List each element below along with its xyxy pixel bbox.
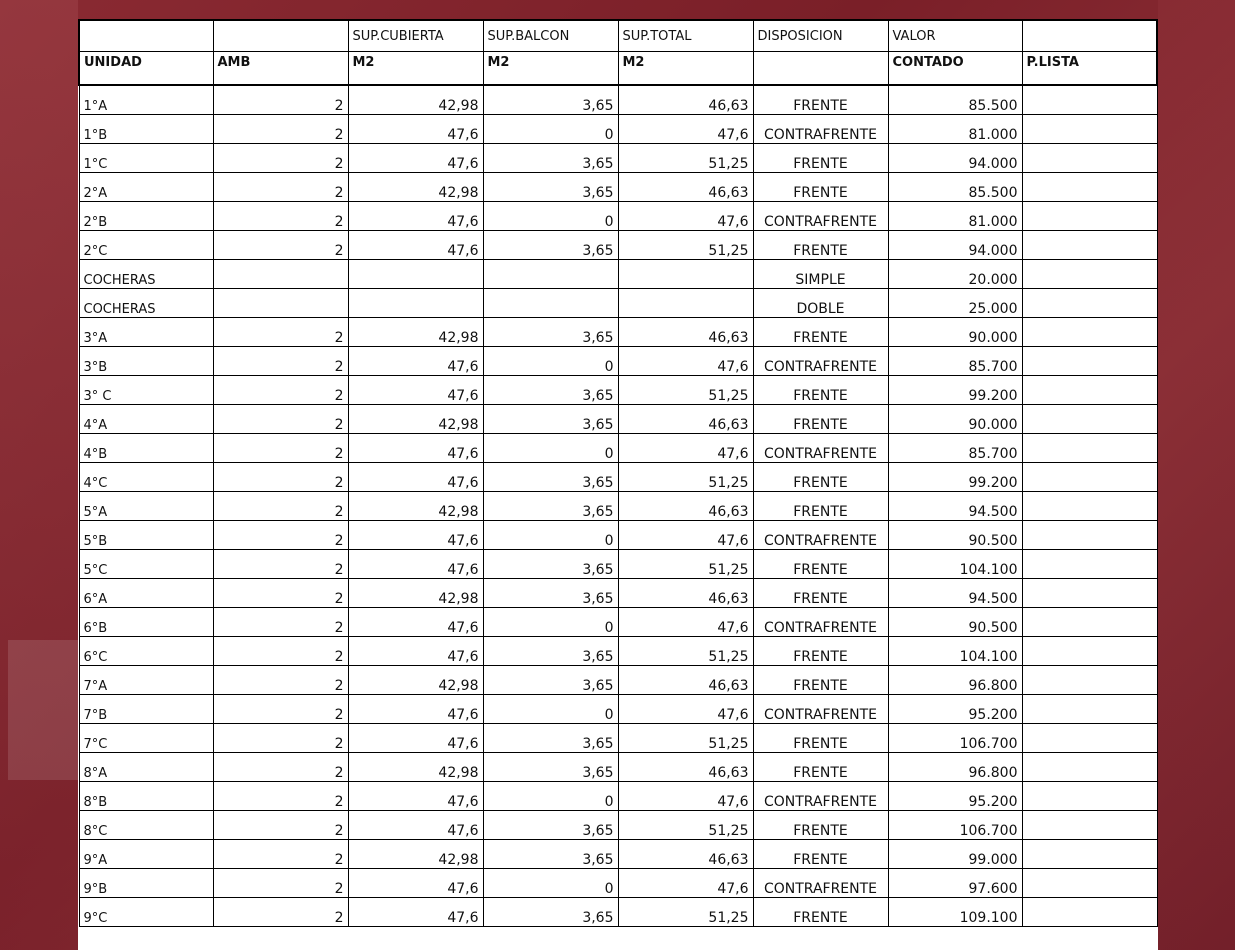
cell-amb: 2 (213, 492, 348, 521)
cell-unidad: COCHERAS (79, 289, 213, 318)
cell-sup-balcon: 0 (483, 782, 618, 811)
cell-sup-total: 46,63 (618, 173, 753, 202)
cell-contado: 96.800 (888, 666, 1022, 695)
cell-sup-total: 46,63 (618, 85, 753, 115)
table-row (79, 695, 1157, 724)
cell-amb: 2 (213, 202, 348, 231)
cell-unidad: 7°C (79, 724, 213, 753)
cell-unidad: 9°A (79, 840, 213, 869)
cell-disposicion: CONTRAFRENTE (753, 782, 888, 811)
cell-sup-cubierta (348, 260, 483, 289)
cell-sup-total: 47,6 (618, 434, 753, 463)
cell-sup-total: 51,25 (618, 376, 753, 405)
cell-disposicion: FRENTE (753, 144, 888, 173)
cell-unidad: 7°A (79, 666, 213, 695)
cell-contado: 97.600 (888, 869, 1022, 898)
cell-disposicion: FRENTE (753, 637, 888, 666)
cell-unidad: 3°A (79, 318, 213, 347)
cell-p-lista (1022, 550, 1157, 579)
cell-p-lista (1022, 782, 1157, 811)
cell-sup-cubierta: 47,6 (348, 637, 483, 666)
cell-p-lista (1022, 869, 1157, 898)
cell-contado: 85.700 (888, 434, 1022, 463)
cell-sup-cubierta: 47,6 (348, 869, 483, 898)
cell-unidad: 8°B (79, 782, 213, 811)
table-row (79, 231, 1157, 260)
cell-sup-total: 47,6 (618, 782, 753, 811)
cell-sup-balcon: 3,65 (483, 376, 618, 405)
cell-amb: 2 (213, 347, 348, 376)
cell-sup-balcon: 3,65 (483, 173, 618, 202)
cell-sup-cubierta: 42,98 (348, 666, 483, 695)
cell-contado: 90.500 (888, 521, 1022, 550)
table-row (79, 173, 1157, 202)
price-list-sheet (78, 19, 1158, 950)
cell-amb: 2 (213, 637, 348, 666)
cell-amb: 2 (213, 840, 348, 869)
background-building-left (0, 0, 78, 950)
cell-sup-total: 46,63 (618, 405, 753, 434)
cell-amb: 2 (213, 405, 348, 434)
cell-disposicion: FRENTE (753, 753, 888, 782)
cell-amb: 2 (213, 666, 348, 695)
table-row (79, 289, 1157, 318)
cell-contado: 94.500 (888, 492, 1022, 521)
cell-sup-cubierta: 47,6 (348, 898, 483, 927)
cell-amb: 2 (213, 521, 348, 550)
cell-sup-balcon: 0 (483, 521, 618, 550)
cell-disposicion: CONTRAFRENTE (753, 869, 888, 898)
cell-sup-total: 46,63 (618, 753, 753, 782)
cell-disposicion: CONTRAFRENTE (753, 521, 888, 550)
cell-sup-balcon: 3,65 (483, 579, 618, 608)
cell-contado: 90.500 (888, 608, 1022, 637)
cell-amb (213, 289, 348, 318)
cell-unidad: 2°B (79, 202, 213, 231)
cell-sup-total: 47,6 (618, 521, 753, 550)
cell-p-lista (1022, 753, 1157, 782)
cell-amb: 2 (213, 608, 348, 637)
cell-unidad: 8°A (79, 753, 213, 782)
cell-contado: 109.100 (888, 898, 1022, 927)
cell-sup-total: 47,6 (618, 869, 753, 898)
cell-p-lista (1022, 289, 1157, 318)
cell-amb: 2 (213, 173, 348, 202)
cell-disposicion: FRENTE (753, 666, 888, 695)
cell-disposicion: FRENTE (753, 231, 888, 260)
cell-unidad: 4°C (79, 463, 213, 492)
cell-sup-total: 51,25 (618, 231, 753, 260)
cell-sup-cubierta: 47,6 (348, 434, 483, 463)
header-amb: AMB (213, 52, 348, 86)
table-row (79, 550, 1157, 579)
table-row (79, 434, 1157, 463)
cell-sup-balcon: 0 (483, 608, 618, 637)
cell-unidad: 5°C (79, 550, 213, 579)
cell-disposicion: FRENTE (753, 85, 888, 115)
cell-p-lista (1022, 144, 1157, 173)
cell-contado: 81.000 (888, 202, 1022, 231)
cell-unidad: 7°B (79, 695, 213, 724)
cell-amb (213, 260, 348, 289)
cell-amb: 2 (213, 434, 348, 463)
cell-sup-total: 51,25 (618, 724, 753, 753)
cell-sup-cubierta: 47,6 (348, 550, 483, 579)
header-m2-total: M2 (618, 52, 753, 86)
cell-disposicion: FRENTE (753, 724, 888, 753)
cell-sup-total: 46,63 (618, 666, 753, 695)
table-row (79, 724, 1157, 753)
header-cell (753, 52, 888, 86)
cell-unidad: 1°A (79, 85, 213, 115)
cell-contado: 85.500 (888, 173, 1022, 202)
cell-p-lista (1022, 492, 1157, 521)
cell-sup-balcon: 0 (483, 202, 618, 231)
cell-sup-balcon: 3,65 (483, 231, 618, 260)
cell-contado: 81.000 (888, 115, 1022, 144)
table-row (79, 869, 1157, 898)
cell-sup-total (618, 260, 753, 289)
cell-sup-balcon (483, 289, 618, 318)
cell-sup-balcon (483, 260, 618, 289)
table-row (79, 898, 1157, 927)
cell-contado: 90.000 (888, 405, 1022, 434)
header-sup-balcon: SUP.BALCON (483, 20, 618, 52)
cell-unidad: 3°B (79, 347, 213, 376)
cell-sup-total: 47,6 (618, 115, 753, 144)
header-row-2 (79, 52, 1157, 86)
cell-sup-balcon: 3,65 (483, 550, 618, 579)
cell-p-lista (1022, 376, 1157, 405)
cell-sup-total: 47,6 (618, 202, 753, 231)
table-row (79, 492, 1157, 521)
cell-amb: 2 (213, 695, 348, 724)
cell-sup-total: 46,63 (618, 579, 753, 608)
cell-sup-balcon: 3,65 (483, 637, 618, 666)
units-price-table (78, 19, 1158, 927)
cell-sup-balcon: 3,65 (483, 463, 618, 492)
table-row (79, 579, 1157, 608)
cell-p-lista (1022, 579, 1157, 608)
cell-sup-balcon: 0 (483, 695, 618, 724)
header-p-lista: P.LISTA (1022, 52, 1157, 86)
cell-sup-cubierta: 47,6 (348, 347, 483, 376)
header-cell (79, 20, 213, 52)
cell-unidad: 9°C (79, 898, 213, 927)
cell-contado: 25.000 (888, 289, 1022, 318)
cell-disposicion: FRENTE (753, 811, 888, 840)
table-row (79, 202, 1157, 231)
cell-unidad: 6°B (79, 608, 213, 637)
header-valor: VALOR (888, 20, 1022, 52)
cell-unidad: 8°C (79, 811, 213, 840)
cell-unidad: 4°B (79, 434, 213, 463)
cell-sup-total: 51,25 (618, 811, 753, 840)
cell-p-lista (1022, 202, 1157, 231)
table-row (79, 840, 1157, 869)
cell-contado: 99.000 (888, 840, 1022, 869)
cell-unidad: 2°C (79, 231, 213, 260)
cell-amb: 2 (213, 811, 348, 840)
cell-sup-balcon: 3,65 (483, 318, 618, 347)
cell-contado: 90.000 (888, 318, 1022, 347)
cell-p-lista (1022, 521, 1157, 550)
cell-sup-total: 47,6 (618, 347, 753, 376)
cell-sup-cubierta: 47,6 (348, 811, 483, 840)
cell-amb: 2 (213, 550, 348, 579)
cell-sup-balcon: 3,65 (483, 840, 618, 869)
cell-p-lista (1022, 405, 1157, 434)
cell-disposicion: CONTRAFRENTE (753, 347, 888, 376)
cell-contado: 20.000 (888, 260, 1022, 289)
cell-contado: 106.700 (888, 811, 1022, 840)
header-sup-cubierta: SUP.CUBIERTA (348, 20, 483, 52)
cell-p-lista (1022, 231, 1157, 260)
cell-sup-cubierta: 42,98 (348, 753, 483, 782)
cell-disposicion: FRENTE (753, 376, 888, 405)
cell-disposicion: SIMPLE (753, 260, 888, 289)
cell-disposicion: CONTRAFRENTE (753, 695, 888, 724)
table-row (79, 405, 1157, 434)
table-row (79, 318, 1157, 347)
cell-p-lista (1022, 115, 1157, 144)
header-row-1 (79, 20, 1157, 52)
background-building-detail (8, 640, 78, 780)
cell-sup-cubierta: 47,6 (348, 463, 483, 492)
cell-disposicion: DOBLE (753, 289, 888, 318)
header-m2-balcon: M2 (483, 52, 618, 86)
cell-amb: 2 (213, 579, 348, 608)
cell-contado: 94.000 (888, 231, 1022, 260)
cell-p-lista (1022, 724, 1157, 753)
table-row (79, 260, 1157, 289)
table-row (79, 115, 1157, 144)
cell-amb: 2 (213, 782, 348, 811)
cell-p-lista (1022, 260, 1157, 289)
cell-unidad: COCHERAS (79, 260, 213, 289)
cell-sup-total: 51,25 (618, 550, 753, 579)
table-row (79, 782, 1157, 811)
cell-sup-cubierta: 42,98 (348, 405, 483, 434)
cell-sup-cubierta: 42,98 (348, 173, 483, 202)
cell-unidad: 4°A (79, 405, 213, 434)
table-row (79, 376, 1157, 405)
cell-sup-cubierta: 47,6 (348, 144, 483, 173)
cell-unidad: 6°A (79, 579, 213, 608)
cell-sup-balcon: 3,65 (483, 85, 618, 115)
cell-sup-cubierta (348, 289, 483, 318)
cell-sup-cubierta: 42,98 (348, 579, 483, 608)
cell-p-lista (1022, 434, 1157, 463)
cell-sup-balcon: 3,65 (483, 666, 618, 695)
cell-sup-cubierta: 47,6 (348, 695, 483, 724)
cell-sup-cubierta: 47,6 (348, 782, 483, 811)
cell-sup-balcon: 3,65 (483, 811, 618, 840)
cell-contado: 106.700 (888, 724, 1022, 753)
header-unidad: UNIDAD (79, 52, 213, 86)
cell-disposicion: FRENTE (753, 318, 888, 347)
cell-p-lista (1022, 85, 1157, 115)
header-cell (1022, 20, 1157, 52)
table-row (79, 521, 1157, 550)
table-row (79, 753, 1157, 782)
cell-sup-balcon: 3,65 (483, 492, 618, 521)
cell-unidad: 1°C (79, 144, 213, 173)
cell-contado: 94.000 (888, 144, 1022, 173)
cell-sup-cubierta: 47,6 (348, 521, 483, 550)
cell-contado: 99.200 (888, 376, 1022, 405)
cell-p-lista (1022, 637, 1157, 666)
cell-sup-cubierta: 42,98 (348, 318, 483, 347)
cell-contado: 104.100 (888, 550, 1022, 579)
cell-p-lista (1022, 318, 1157, 347)
cell-disposicion: FRENTE (753, 579, 888, 608)
cell-amb: 2 (213, 85, 348, 115)
cell-sup-total: 47,6 (618, 695, 753, 724)
cell-amb: 2 (213, 231, 348, 260)
cell-sup-total: 51,25 (618, 463, 753, 492)
cell-sup-balcon: 3,65 (483, 898, 618, 927)
cell-sup-cubierta: 47,6 (348, 231, 483, 260)
cell-sup-balcon: 0 (483, 869, 618, 898)
cell-sup-cubierta: 42,98 (348, 492, 483, 521)
table-row (79, 637, 1157, 666)
cell-unidad: 1°B (79, 115, 213, 144)
cell-sup-balcon: 3,65 (483, 405, 618, 434)
header-contado: CONTADO (888, 52, 1022, 86)
cell-disposicion: FRENTE (753, 463, 888, 492)
cell-contado: 94.500 (888, 579, 1022, 608)
cell-sup-cubierta: 47,6 (348, 115, 483, 144)
cell-amb: 2 (213, 724, 348, 753)
cell-disposicion: FRENTE (753, 173, 888, 202)
cell-contado: 85.500 (888, 85, 1022, 115)
cell-amb: 2 (213, 318, 348, 347)
cell-disposicion: FRENTE (753, 492, 888, 521)
table-body (79, 85, 1157, 927)
background-building-right (1158, 0, 1235, 950)
cell-p-lista (1022, 347, 1157, 376)
cell-disposicion: FRENTE (753, 840, 888, 869)
cell-sup-cubierta: 47,6 (348, 376, 483, 405)
cell-disposicion: FRENTE (753, 405, 888, 434)
cell-unidad: 6°C (79, 637, 213, 666)
cell-contado: 96.800 (888, 753, 1022, 782)
cell-amb: 2 (213, 463, 348, 492)
cell-disposicion: CONTRAFRENTE (753, 115, 888, 144)
cell-sup-total: 47,6 (618, 608, 753, 637)
cell-sup-total: 46,63 (618, 492, 753, 521)
cell-amb: 2 (213, 376, 348, 405)
cell-disposicion: FRENTE (753, 898, 888, 927)
table-row (79, 85, 1157, 115)
cell-amb: 2 (213, 144, 348, 173)
cell-disposicion: CONTRAFRENTE (753, 202, 888, 231)
table-row (79, 811, 1157, 840)
cell-contado: 99.200 (888, 463, 1022, 492)
cell-sup-cubierta: 47,6 (348, 202, 483, 231)
header-m2-cubierta: M2 (348, 52, 483, 86)
table-row (79, 463, 1157, 492)
cell-contado: 95.200 (888, 695, 1022, 724)
cell-disposicion: FRENTE (753, 550, 888, 579)
cell-disposicion: CONTRAFRENTE (753, 434, 888, 463)
header-sup-total: SUP.TOTAL (618, 20, 753, 52)
cell-p-lista (1022, 811, 1157, 840)
table-row (79, 347, 1157, 376)
cell-sup-balcon: 3,65 (483, 144, 618, 173)
cell-unidad: 2°A (79, 173, 213, 202)
cell-sup-balcon: 0 (483, 115, 618, 144)
cell-disposicion: CONTRAFRENTE (753, 608, 888, 637)
cell-contado: 104.100 (888, 637, 1022, 666)
cell-p-lista (1022, 463, 1157, 492)
cell-p-lista (1022, 695, 1157, 724)
cell-sup-cubierta: 47,6 (348, 608, 483, 637)
cell-p-lista (1022, 666, 1157, 695)
cell-unidad: 5°B (79, 521, 213, 550)
cell-sup-total: 46,63 (618, 840, 753, 869)
cell-amb: 2 (213, 869, 348, 898)
table-row (79, 608, 1157, 637)
cell-contado: 85.700 (888, 347, 1022, 376)
cell-sup-balcon: 0 (483, 347, 618, 376)
cell-sup-cubierta: 42,98 (348, 85, 483, 115)
cell-sup-balcon: 3,65 (483, 724, 618, 753)
cell-sup-cubierta: 42,98 (348, 840, 483, 869)
cell-contado: 95.200 (888, 782, 1022, 811)
cell-amb: 2 (213, 753, 348, 782)
cell-sup-balcon: 0 (483, 434, 618, 463)
cell-p-lista (1022, 608, 1157, 637)
table-row (79, 666, 1157, 695)
cell-unidad: 5°A (79, 492, 213, 521)
cell-p-lista (1022, 840, 1157, 869)
cell-sup-total (618, 289, 753, 318)
cell-sup-total: 51,25 (618, 898, 753, 927)
header-cell (213, 20, 348, 52)
cell-sup-total: 46,63 (618, 318, 753, 347)
header-disposicion: DISPOSICION (753, 20, 888, 52)
cell-sup-cubierta: 47,6 (348, 724, 483, 753)
table-row (79, 144, 1157, 173)
cell-sup-total: 51,25 (618, 637, 753, 666)
cell-amb: 2 (213, 115, 348, 144)
cell-sup-total: 51,25 (618, 144, 753, 173)
cell-p-lista (1022, 898, 1157, 927)
cell-sup-balcon: 3,65 (483, 753, 618, 782)
cell-p-lista (1022, 173, 1157, 202)
cell-amb: 2 (213, 898, 348, 927)
cell-unidad: 3° C (79, 376, 213, 405)
cell-unidad: 9°B (79, 869, 213, 898)
